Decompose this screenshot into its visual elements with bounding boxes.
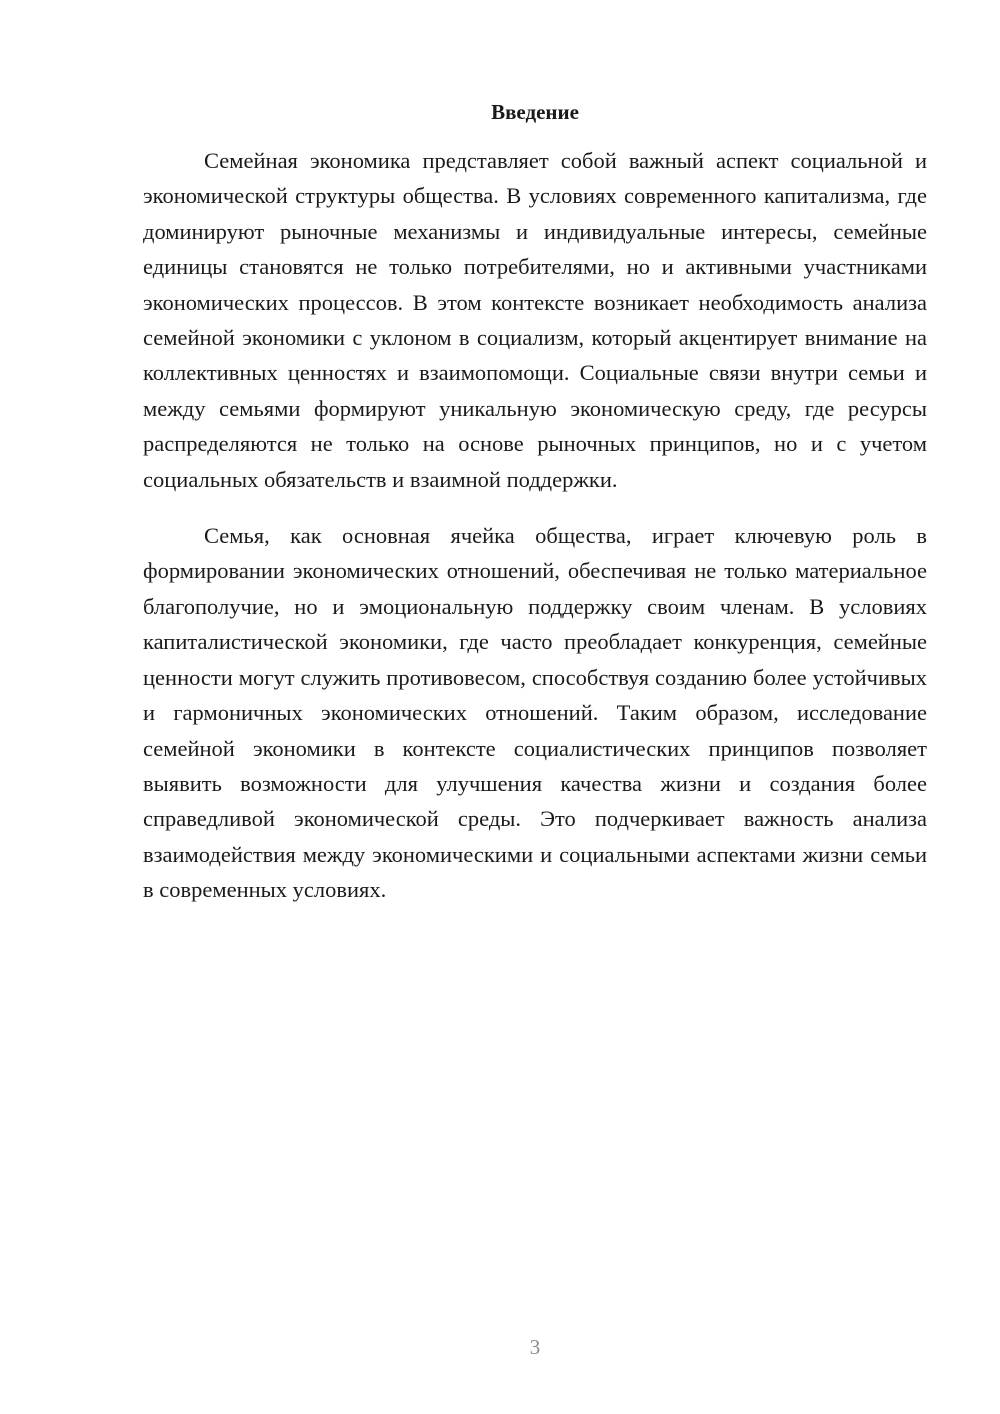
body-text: [143, 143, 927, 908]
section-heading: Введение: [491, 100, 579, 124]
page-number: 3: [529, 1335, 541, 1359]
paragraph-2: Семья, как основная ячейка общества, играет ключевую роль в формировании экономических отношений, обеспечивая не только материальное благополучие, но и эмоциональную поддержку своим членам. В условиях капиталистической экономики, где часто преобладает конкуренция, семейные ценности могут служить противовесом, способствуя созданию более устойчивых и гармоничных экономических отношений. Таким образом, исследование семейной экономики в контексте социалистических принципов позволяет выявить возможности для улучшения качества жизни и создания более справедливой экономической среды. Это подчеркивает важность анализа взаимодействия между экономическими и социальными аспектами жизни семьи в современных условиях.: [143, 523, 927, 903]
paragraph-1: Семейная экономика представляет собой важный аспект социальной и экономической структуры общества. В условиях современного капитализма, где доминируют рыночные механизмы и индивидуальные интересы, семейные единицы становятся не только потребителями, но и активными участниками экономических процессов. В этом контексте возникает необходимость анализа семейной экономики с уклоном в социализм, который акцентирует внимание на коллективных ценностях и взаимопомощи. Социальные связи внутри семьи и между семьями формируют уникальную экономическую среду, где ресурсы распределяются не только на основе рыночных принципов, но и с учетом социальных обязательств и взаимной поддержки.: [143, 148, 927, 492]
